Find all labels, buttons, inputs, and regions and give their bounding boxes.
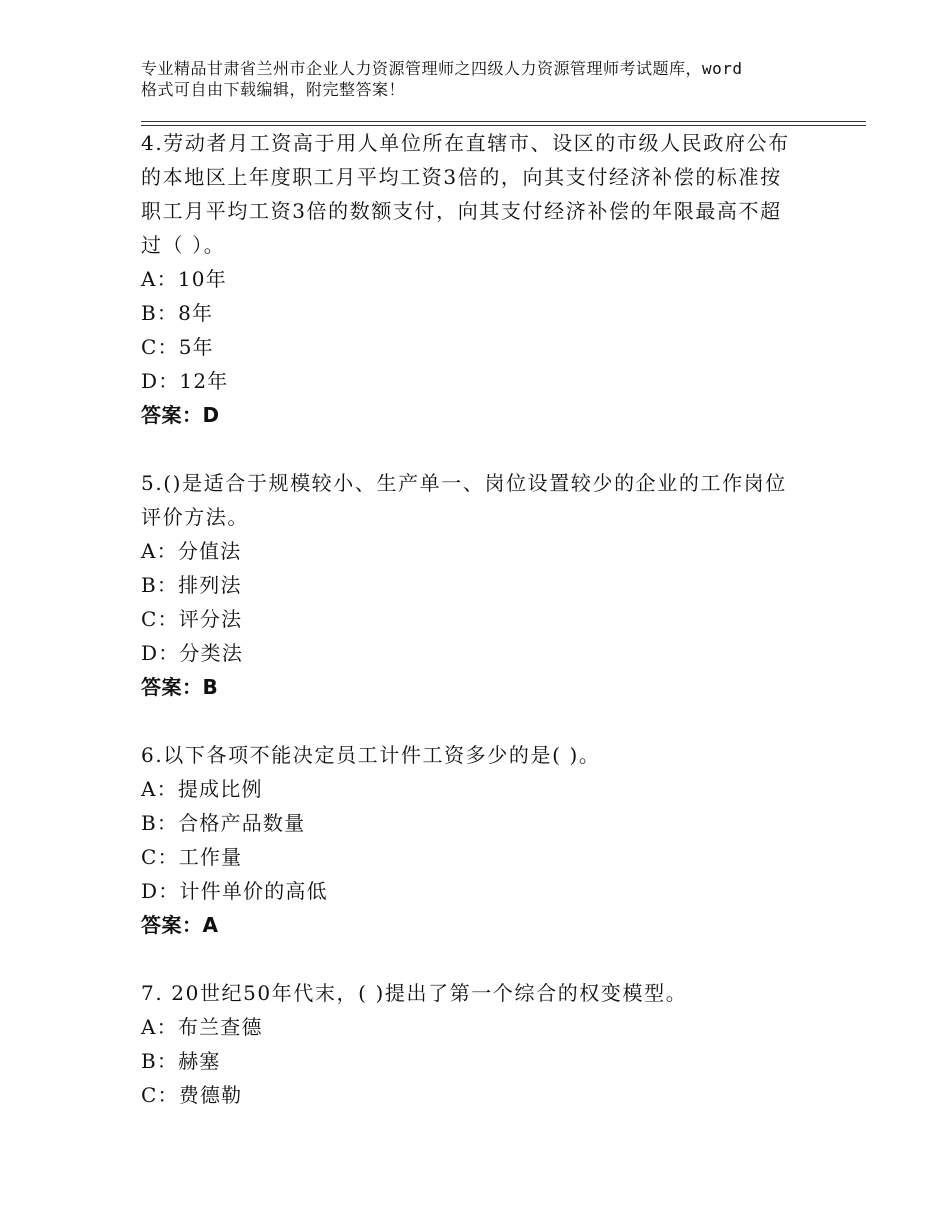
answer-label: 答案：D <box>141 403 220 427</box>
question-text-line: 评价方法。 <box>141 505 249 529</box>
header-divider-top <box>141 121 866 122</box>
question-spacer <box>141 704 841 738</box>
option-a: A：分值法 <box>141 539 242 563</box>
option-c: C：评分法 <box>141 607 243 631</box>
option-b: B：合格产品数量 <box>141 811 306 835</box>
option-c: C：5年 <box>141 335 214 359</box>
option-d: D：计件单价的高低 <box>141 879 328 903</box>
option-c: C：费德勒 <box>141 1083 243 1107</box>
question-7 <box>141 976 841 1112</box>
option-b: B：8年 <box>141 301 214 325</box>
header-line-1: 专业精品甘肃省兰州市企业人力资源管理师之四级人力资源管理师考试题库，word <box>141 59 743 78</box>
document-header <box>141 58 831 100</box>
option-a: A：10年 <box>141 267 227 291</box>
option-b: B：排列法 <box>141 573 242 597</box>
question-text-line: 7. 20世纪50年代末，( )提出了第一个综合的权变模型。 <box>141 981 688 1005</box>
question-spacer <box>141 432 841 466</box>
question-list <box>141 126 841 1112</box>
question-text-line: 过（ ）。 <box>141 233 226 257</box>
question-text-line: 6.以下各项不能决定员工计件工资多少的是( )。 <box>141 743 601 767</box>
question-text-line: 5.()是适合于规模较小、生产单一、岗位设置较少的企业的工作岗位 <box>141 471 787 495</box>
option-d: D：12年 <box>141 369 229 393</box>
question-6 <box>141 738 841 942</box>
answer-label: 答案：A <box>141 913 219 937</box>
question-spacer <box>141 942 841 976</box>
option-c: C：工作量 <box>141 845 243 869</box>
question-text-line: 的本地区上年度职工月平均工资3倍的，向其支付经济补偿的标准按 <box>141 165 782 189</box>
option-b: B：赫塞 <box>141 1049 221 1073</box>
answer-label: 答案：B <box>141 675 219 699</box>
question-4 <box>141 126 841 432</box>
option-d: D：分类法 <box>141 641 244 665</box>
option-a: A：布兰查德 <box>141 1015 263 1039</box>
question-5 <box>141 466 841 704</box>
question-text-line: 职工月平均工资3倍的数额支付，向其支付经济补偿的年限最高不超 <box>141 199 782 223</box>
question-text-line: 4.劳动者月工资高于用人单位所在直辖市、设区的市级人民政府公布 <box>141 131 790 155</box>
option-a: A：提成比例 <box>141 777 263 801</box>
header-line-2: 格式可自由下载编辑，附完整答案！ <box>141 80 406 99</box>
